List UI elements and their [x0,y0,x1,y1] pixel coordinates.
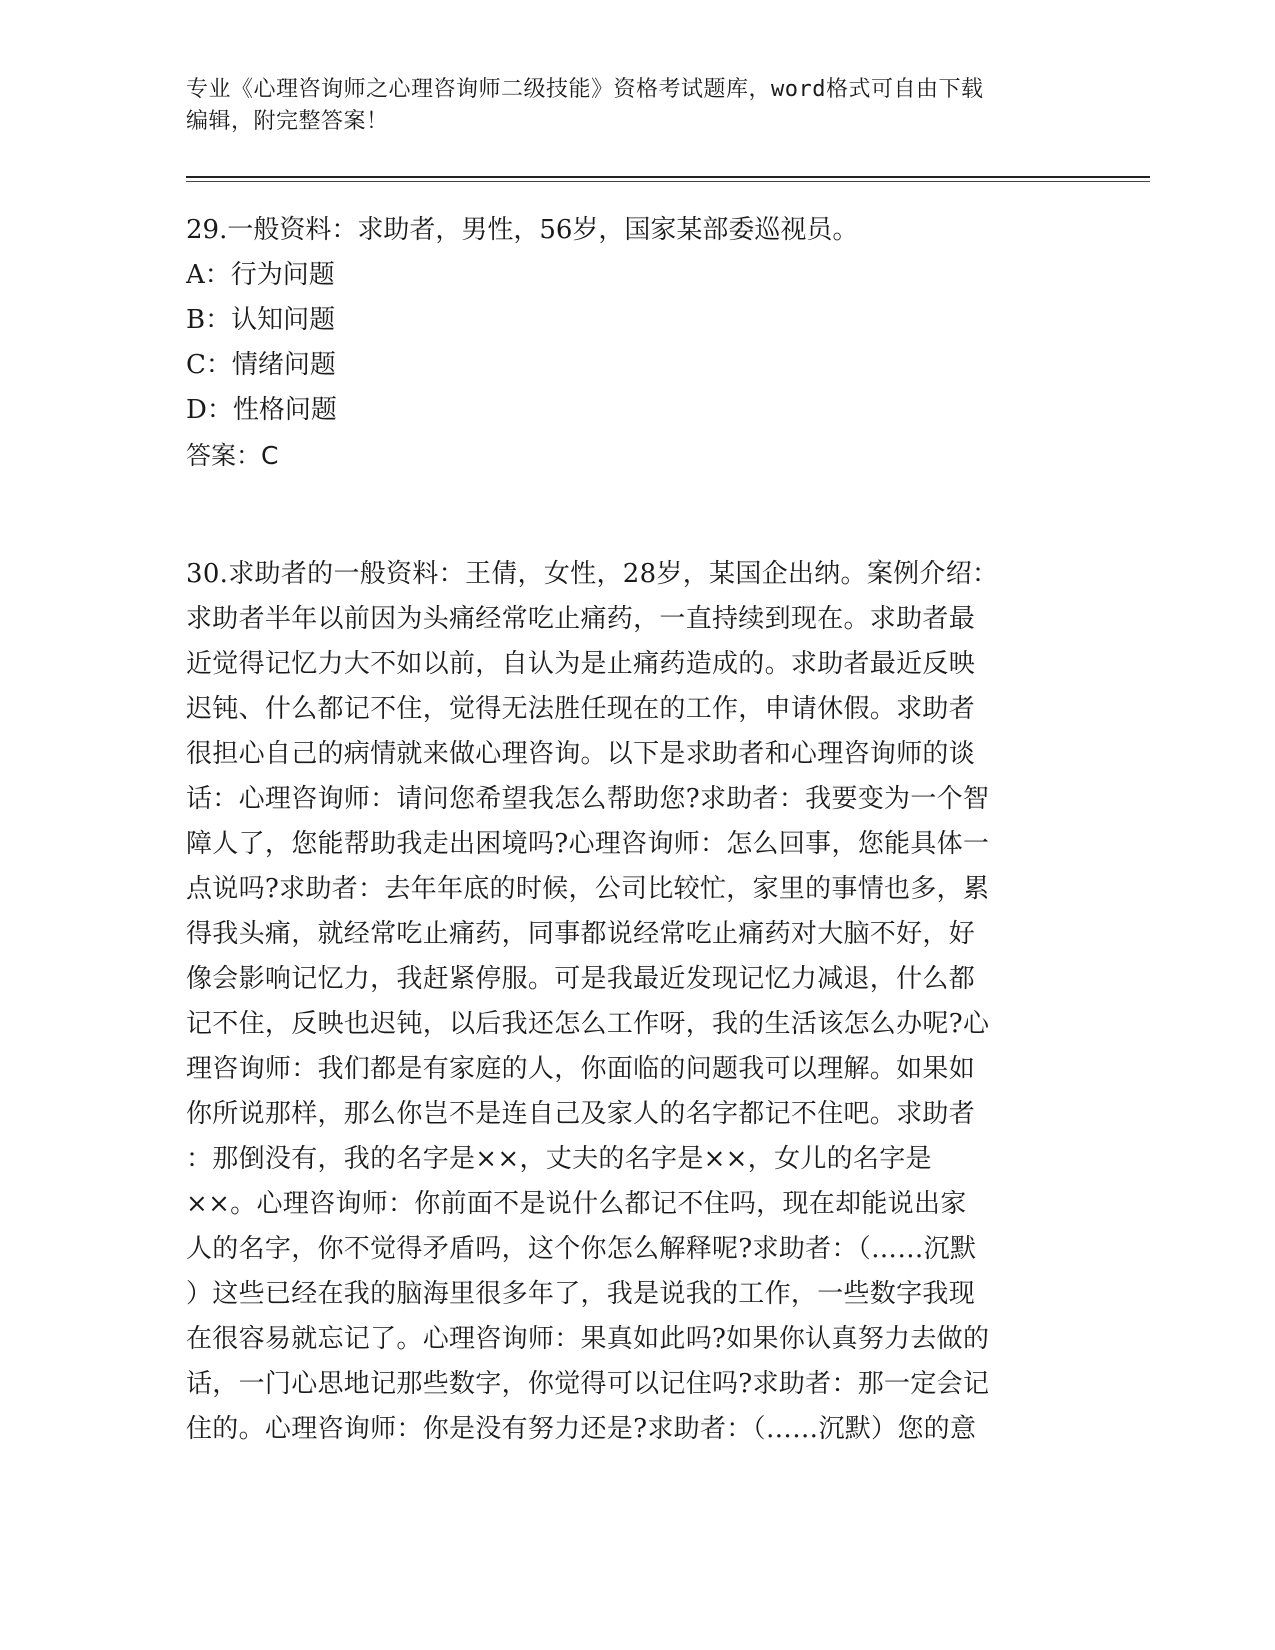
question-29 [186,208,1086,478]
header-line-1: 专业《心理咨询师之心理咨询师二级技能》资格考试题库，word格式可自由下载 [186,77,984,102]
option-a: A：行为问题 [186,260,335,290]
document-header [186,74,1086,138]
question-30-line: ：那倒没有，我的名字是××，丈夫的名字是××，女儿的名字是 [186,1144,932,1174]
question-30-line: 迟钝、什么都记不住，觉得无法胜任现在的工作，申请休假。求助者 [186,694,976,724]
question-30-line: 在很容易就忘记了。心理咨询师：果真如此吗?如果你认真努力去做的 [186,1324,990,1354]
question-30-line: 话，一门心思地记那些数字，你觉得可以记住吗?求助者：那一定会记 [186,1369,990,1399]
question-30-line: 像会影响记忆力，我赶紧停服。可是我最近发现记忆力减退，什么都 [186,964,976,994]
question-30-line: 得我头痛，就经常吃止痛药，同事都说经常吃止痛药对大脑不好，好 [186,919,976,949]
question-30-line: 近觉得记忆力大不如以前，自认为是止痛药造成的。求助者最近反映 [186,649,976,679]
question-30-line: 求助者半年以前因为头痛经常吃止痛药，一直持续到现在。求助者最 [186,604,976,634]
question-30-line: 障人了，您能帮助我走出困境吗?心理咨询师：怎么回事，您能具体一 [186,829,990,859]
option-c: C：情绪问题 [186,350,336,380]
question-29-answer: 答案：C [186,441,279,470]
header-line-2: 编辑，附完整答案！ [186,109,389,134]
option-d: D：性格问题 [186,395,337,425]
question-30-line: 很担心自己的病情就来做心理咨询。以下是求助者和心理咨询师的谈 [186,739,976,769]
question-30-line: 话：心理咨询师：请问您希望我怎么帮助您?求助者：我要变为一个智 [186,784,990,814]
question-30-line: 理咨询师：我们都是有家庭的人，你面临的问题我可以理解。如果如 [186,1054,976,1084]
question-30-line: 人的名字，你不觉得矛盾吗，这个你怎么解释呢?求助者：（……沉默 [186,1234,977,1264]
question-29-stem: 29.一般资料：求助者，男性，56岁，国家某部委巡视员。 [186,215,859,245]
question-30-line: ）这些已经在我的脑海里很多年了，我是说我的工作，一些数字我现 [186,1279,976,1309]
header-divider-thin [186,181,1150,182]
question-30 [186,552,1086,1452]
question-30-line: ××。心理咨询师：你前面不是说什么都记不住吗，现在却能说出家 [186,1189,967,1219]
header-divider-thick [186,176,1150,178]
question-30-line: 你所说那样，那么你岂不是连自己及家人的名字都记不住吧。求助者 [186,1099,976,1129]
option-b: B：认知问题 [186,305,336,335]
question-30-line: 住的。心理咨询师：你是没有努力还是?求助者：（……沉默）您的意 [186,1414,977,1444]
question-30-line: 记不住，反映也迟钝，以后我还怎么工作呀，我的生活该怎么办呢?心 [186,1009,990,1039]
question-30-line: 点说吗?求助者：去年年底的时候，公司比较忙，家里的事情也多，累 [186,874,990,904]
question-30-line: 30.求助者的一般资料：王倩，女性，28岁，某国企出纳。案例介绍： [186,559,999,589]
